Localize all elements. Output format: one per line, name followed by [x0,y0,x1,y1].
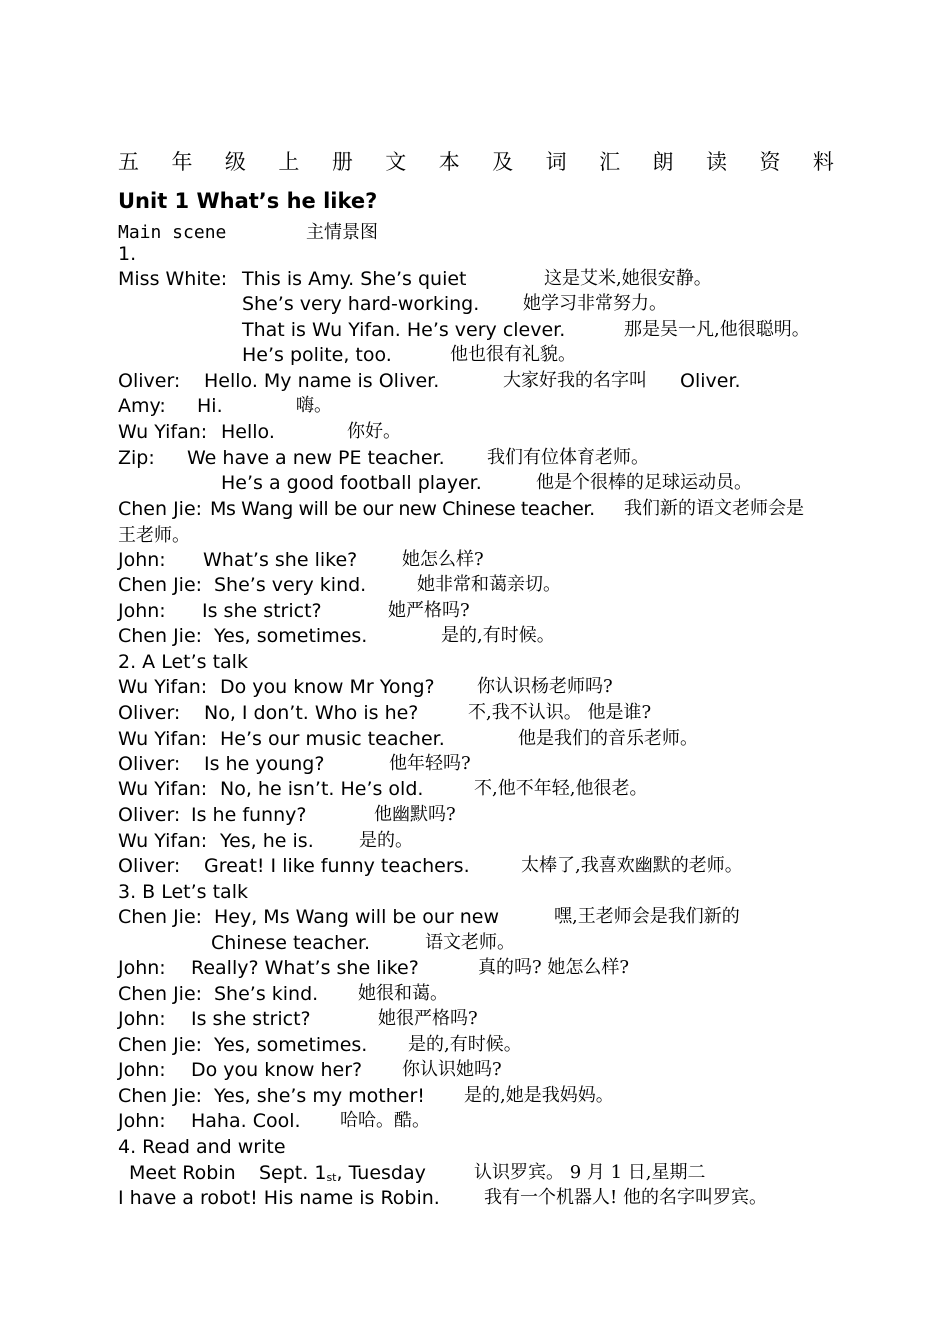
chinese-text: 哈哈。酷。 [340,1110,430,1131]
english-text: Is he funny? [191,804,307,826]
chinese-text: 她严格吗? [388,600,470,621]
english-text: Do you know her? [191,1059,363,1081]
english-text: Yes, sometimes. [214,1034,368,1056]
title-char: 文 [385,150,407,174]
english-text: He’s polite, too. [242,344,392,366]
english-text: Hey, Ms Wang will be our new [214,906,499,928]
page-title [118,148,834,176]
english-text: This is Amy. She’s quiet [242,268,467,290]
chinese-text: 她很和蔼。 [358,983,448,1004]
english-text: She’s kind. [214,983,319,1005]
english-text: That is Wu Yifan. He’s very clever. [242,319,566,341]
title-char: 读 [705,150,727,174]
english-text: He’s a good football player. [221,472,482,494]
speaker: Zip: [118,447,155,469]
english-text: Ms Wang will be our new Chinese teacher. [210,498,595,520]
chinese-text: 他也很有礼貌。 [450,344,576,365]
speaker: John: [118,549,166,571]
title-char: 级 [224,150,246,174]
speaker: Wu Yifan: [118,778,208,800]
chinese-text: 不,他不年轻,他很老。 [474,778,648,799]
title-char: 五 [118,150,139,174]
chinese-text: 嘿,王老师会是我们新的 [554,906,740,927]
chinese-text: 太棒了,我喜欢幽默的老师。 [521,855,743,876]
chinese-text: 是的,她是我妈妈。 [464,1085,614,1106]
speaker: Oliver: [118,753,181,775]
title-char: 词 [545,150,567,174]
title-char: 汇 [599,150,621,174]
speaker: Oliver: [118,370,181,392]
speaker: Chen Jie: [118,1034,203,1056]
speaker: Chen Jie: [118,574,203,596]
english-text: Yes, she’s my mother! [214,1085,425,1107]
chinese-text: 语文老师。 [425,932,515,953]
english-text: Hi. [197,395,223,417]
chinese-text: 她很严格吗? [378,1008,478,1029]
speaker: Miss White: [118,268,228,290]
chinese-text: 嗨。 [296,395,332,416]
title-char: 料 [812,150,834,174]
chinese-text: 他是我们的音乐老师。 [518,728,698,749]
speaker: Chen Jie: [118,498,203,520]
chinese-text: 她学习非常努力。 [523,293,667,314]
unit-heading: Unit 1 What’s he like? [118,189,378,213]
speaker: Chen Jie: [118,906,203,928]
english-text: Yes, he is. [220,830,314,852]
english-text: Meet Robin [129,1162,236,1184]
chinese-text: 我有一个机器人! 他的名字叫罗宾。 [484,1187,767,1208]
english-text: Do you know Mr Yong? [220,676,435,698]
speaker: Wu Yifan: [118,830,208,852]
speaker: Wu Yifan: [118,421,208,443]
english-text: What’s she like? [203,549,358,571]
chinese-text: 你认识她吗? [402,1059,502,1080]
title-char: 及 [492,150,514,174]
speaker: Chen Jie: [118,625,203,647]
chinese-text: 他年轻吗? [389,753,471,774]
chinese-text: 她非常和蔼亲切。 [417,574,561,595]
main-scene-en: Main scene [118,222,227,243]
english-text: Is she strict? [191,1008,311,1030]
chinese-text: 大家好我的名字叫 [503,370,647,391]
speaker: Oliver: [118,702,181,724]
title-char: 上 [278,150,300,174]
chinese-text: 我们有位体育老师。 [487,447,649,468]
chinese-text: 你认识杨老师吗? [477,676,613,697]
english-text: No, I don’t. Who is he? [204,702,419,724]
section-heading: 1. [118,243,137,265]
english-text: He’s our music teacher. [220,728,445,750]
chinese-text: 不,我不认识。 他是谁? [468,702,652,723]
ordinal-suffix: st [326,1171,337,1184]
english-text: She’s very kind. [214,574,367,596]
chinese-text-name: Oliver. [680,370,741,392]
english-text: Great! I like funny teachers. [204,855,470,877]
chinese-text: 他是个很棒的足球运动员。 [536,472,752,493]
speaker: Oliver: [118,855,181,877]
english-text: Really? What’s she like? [191,957,419,979]
chinese-text: 认识罗宾。 9 月 1 日,星期二 [474,1162,706,1183]
title-char: 资 [759,150,781,174]
speaker: John: [118,1008,166,1030]
speaker: Chen Jie: [118,1085,203,1107]
speaker: John: [118,1110,166,1132]
english-text: She’s very hard-working. [242,293,480,315]
chinese-text: 真的吗? 她怎么样? [478,957,630,978]
english-text: No, he isn’t. He’s old. [220,778,424,800]
english-text: We have a new PE teacher. [187,447,445,469]
section-heading: 2. A Let’s talk [118,651,248,673]
chinese-text: 那是吴一凡,他很聪明。 [624,319,810,340]
speaker: Chen Jie: [118,983,203,1005]
chinese-text: 他幽默吗? [374,804,456,825]
title-char: 年 [171,150,193,174]
title-char: 本 [438,150,460,174]
section-heading: 4. Read and write [118,1136,286,1158]
english-text: Yes, sometimes. [214,625,368,647]
speaker: John: [118,600,166,622]
speaker: Oliver: [118,804,181,826]
english-text: Chinese teacher. [211,932,371,954]
speaker: John: [118,957,166,979]
speaker: Wu Yifan: [118,728,208,750]
english-text: I have a robot! His name is Robin. [118,1187,440,1209]
speaker: John: [118,1059,166,1081]
main-scene-zh: 主情景图 [306,222,378,243]
english-text: Haha. Cool. [191,1110,301,1132]
section-heading: 3. B Let’s talk [118,881,248,903]
chinese-text: 我们新的语文老师会是 [624,498,804,519]
date-weekday: , Tuesday [336,1162,426,1184]
chinese-text: 她怎么样? [402,549,484,570]
english-text: Hello. [221,421,275,443]
english-text: Is he young? [204,753,325,775]
speaker: Wu Yifan: [118,676,208,698]
chinese-text: 是的。 [359,830,413,851]
chinese-text: 王老师。 [118,525,190,546]
chinese-text: 你好。 [347,421,401,442]
english-text: Is she strict? [202,600,322,622]
english-text: Hello. My name is Oliver. [204,370,440,392]
speaker: Amy: [118,395,166,417]
title-char: 朗 [652,150,674,174]
title-char: 册 [331,150,353,174]
date-prefix: Sept. 1 [259,1162,327,1184]
chinese-text: 这是艾米,她很安静。 [544,268,712,289]
chinese-text: 是的,有时候。 [408,1034,522,1055]
chinese-text: 是的,有时候。 [441,625,555,646]
